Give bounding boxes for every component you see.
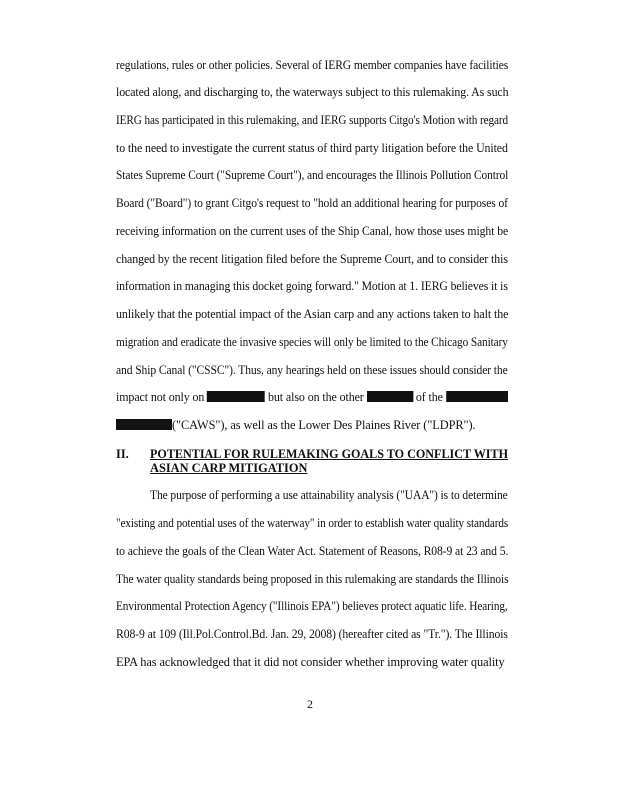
paragraph2-line-4: The water quality standards being proposed in this rulemaking are standards the Illinois xyxy=(116,572,509,586)
redaction-block xyxy=(207,391,265,402)
paragraph1-line-5: States Supreme Court ("Supreme Court"), and encourages the Illinois Pollution Control xyxy=(116,168,509,182)
page-number: 2 xyxy=(307,697,313,711)
redaction-block xyxy=(446,391,508,402)
line13-text-a: impact not only on xyxy=(116,390,205,404)
paragraph2-line-2: "existing and potential uses of the waterway" in order to establish water quality standards xyxy=(116,516,509,530)
paragraph1-line-2: located along, and discharging to, the waterways subject to this rulemaking. As such xyxy=(116,85,509,99)
paragraph1-line-14 xyxy=(116,418,476,432)
line13-text-c: of the xyxy=(415,390,443,404)
paragraph1-line-4: to the need to investigate the current status of third party litigation before the United xyxy=(116,141,508,155)
paragraph1-line-12: and Ship Canal ("CSSC"). Thus, any hearings held on these issues should consider the xyxy=(116,363,508,377)
paragraph2-line-5: Environmental Protection Agency ("Illinois EPA") believes protect aquatic life. Hearing, xyxy=(116,599,508,613)
redaction-block xyxy=(116,419,172,430)
paragraph1-line-7: receiving information on the current uses of the Ship Canal, how those uses might be xyxy=(116,224,509,238)
paragraph1-line-8: changed by the recent litigation filed before the Supreme Court, and to consider this xyxy=(116,252,508,266)
paragraph2-line-1: The purpose of performing a use attainability analysis ("UAA") is to determine xyxy=(150,488,508,502)
redaction-block xyxy=(367,391,413,402)
paragraph1-line-6: Board ("Board") to grant Citgo's request to "hold an additional hearing for purposes of xyxy=(116,196,508,210)
paragraph1-line-13 xyxy=(116,390,508,404)
line13-text-b: but also on the other xyxy=(268,390,364,404)
paragraph2-line-3: to achieve the goals of the Clean Water Act. Statement of Reasons, R08-9 at 23 and 5. xyxy=(116,544,509,558)
paragraph2-line-6: R08-9 at 109 (Ill.Pol.Control.Bd. Jan. 29, 2008) (hereafter cited as "Tr."). The Illinois xyxy=(116,627,508,641)
paragraph1-line-1: regulations, rules or other policies. Several of IERG member companies have facilities xyxy=(116,58,509,72)
paragraph1-line-3: IERG has participated in this rulemaking, and IERG supports Citgo's Motion with regard xyxy=(116,113,509,127)
section-title-line-2: ASIAN CARP MITIGATION xyxy=(150,461,308,475)
paragraph1-line-10: unlikely that the potential impact of the Asian carp and any actions taken to halt the xyxy=(116,307,509,321)
paragraph2-line-7: EPA has acknowledged that it did not consider whether improving water quality xyxy=(116,655,505,669)
section-title-line-1: POTENTIAL FOR RULEMAKING GOALS TO CONFLICT WITH xyxy=(150,447,509,461)
paragraph1-line-11: migration and eradicate the invasive species will only be limited to the Chicago Sanitary xyxy=(116,335,508,349)
section-number: II. xyxy=(116,447,129,461)
line14-text: ("CAWS"), as well as the Lower Des Plaines River ("LDPR"). xyxy=(172,418,476,432)
paragraph1-line-9: information in managing this docket going forward." Motion at 1. IERG believes it is xyxy=(116,279,508,293)
